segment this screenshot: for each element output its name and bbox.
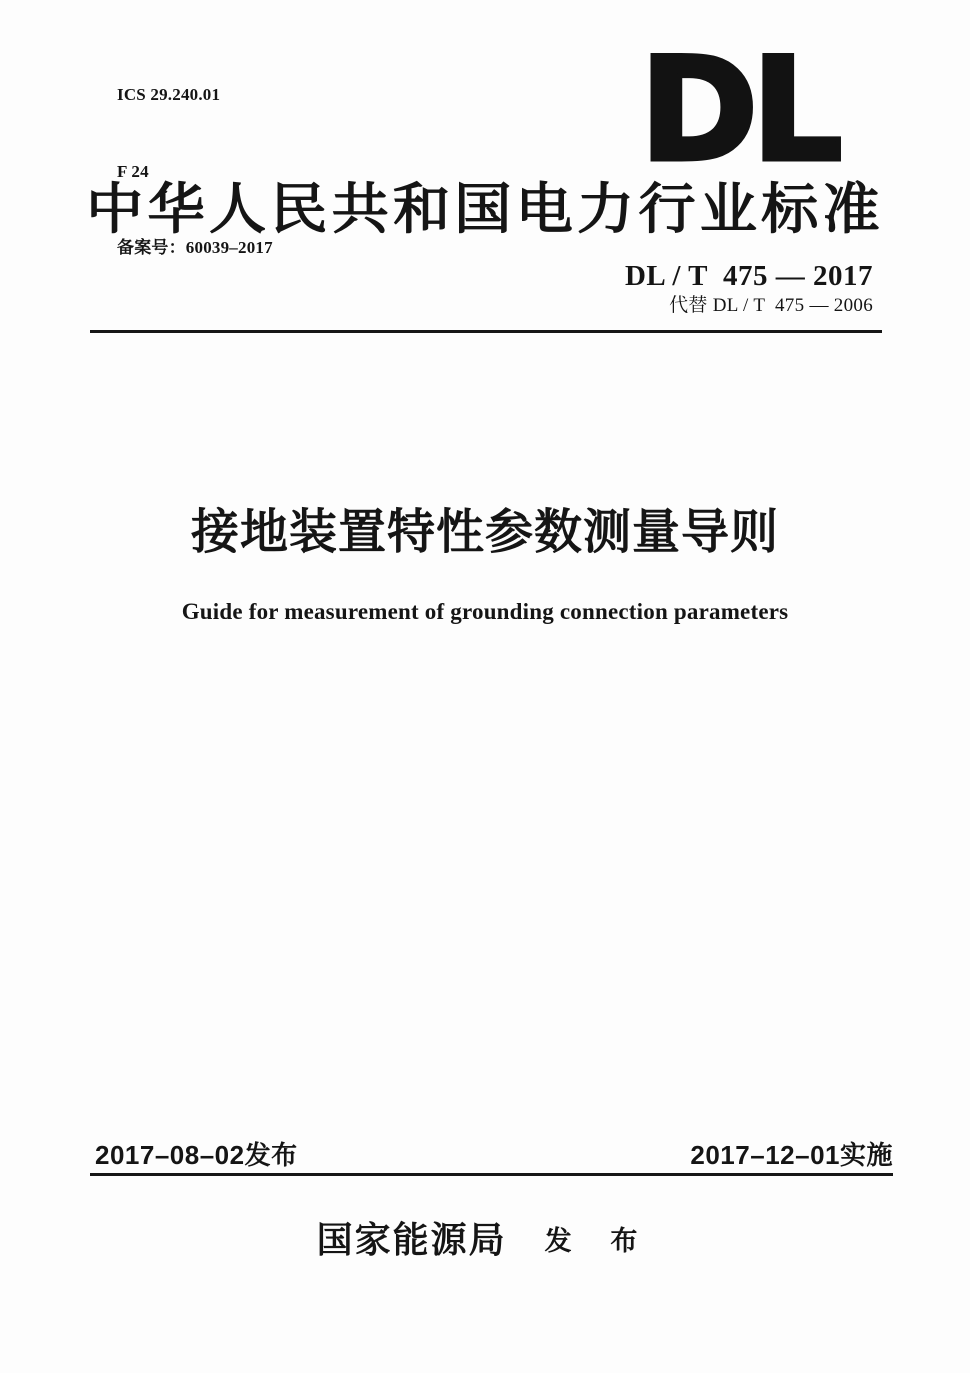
doc-meta-block: [117, 31, 273, 286]
subject-title-cn: 接地装置特性参数测量导则: [190, 506, 779, 559]
header-divider-rule: [90, 330, 882, 333]
publish-verb: 发 布: [544, 1226, 654, 1256]
doc-class-code: F 24: [117, 161, 149, 181]
footer-dates-row: [95, 1139, 893, 1171]
subject-title-en: Guide for measurement of grounding connection parameters: [181, 599, 789, 624]
ics-code: ICS 29.240.01: [117, 85, 221, 104]
implement-date: 2017–12–01实施: [690, 1140, 893, 1170]
standard-replaces: 代替 DL / T 475 — 2006: [669, 295, 873, 316]
issue-date: 2017–08–02发布: [95, 1140, 298, 1170]
footer-divider-rule: [90, 1173, 893, 1176]
publisher-row: [0, 1212, 970, 1263]
publisher-name: 国家能源局: [316, 1220, 507, 1260]
record-number: 备案号：60039–2017: [117, 238, 273, 257]
series-title: 中华人民共和国电力行业标准: [86, 179, 884, 240]
standard-code-block: [625, 260, 873, 318]
dl-standard-logo: DL: [640, 28, 837, 193]
standard-code: DL / T 475 — 2017: [624, 260, 873, 292]
